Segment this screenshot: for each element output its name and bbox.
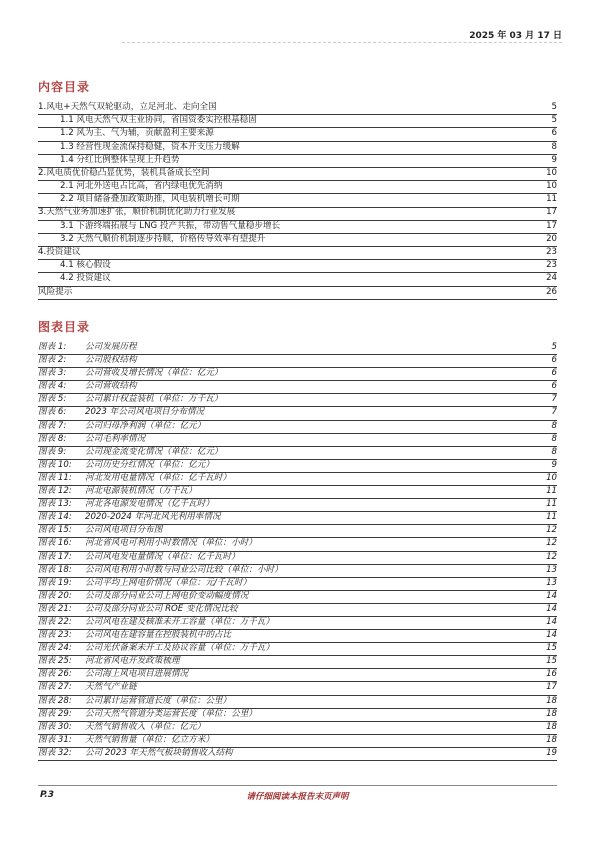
figure-page: 19: [546, 747, 557, 758]
figure-title: 公司天然气管道分类运营长度（单位：公里）: [85, 708, 257, 719]
figure-page: 8: [551, 420, 557, 431]
toc-item-page: 17: [546, 220, 557, 231]
toc-item-label: 3.天然气业务加速扩张，顺价机制优化助力行业发展: [38, 207, 236, 218]
header-divider: [122, 42, 562, 43]
figure-page: 11: [546, 486, 557, 497]
figure-title: 公司发展历程: [85, 342, 137, 352]
figure-number: 图表 19:: [38, 577, 72, 588]
figure-page: 6: [551, 381, 557, 392]
figure-page: 7: [551, 394, 557, 405]
figure-number: 图表 27:: [38, 682, 72, 693]
figure-title: 河北各电源发电情况（亿千瓦时）: [85, 499, 214, 510]
figure-number: 图表 1:: [38, 342, 67, 352]
figure-page: 14: [546, 590, 557, 601]
figure-title: 公司营收及增长情况（单位：亿元）: [85, 368, 223, 379]
figure-number: 图表 23:: [38, 630, 72, 641]
figure-number: 图表 21:: [38, 603, 72, 614]
toc-item-label: 1.2 风为主、气为辅，贡献盈利主要来源: [60, 128, 214, 139]
figure-page: 18: [546, 721, 557, 732]
figure-number: 图表 12:: [38, 486, 72, 497]
toc-item-page: 10: [546, 181, 557, 192]
figure-title: 河北电源装机情况（万千瓦）: [85, 486, 197, 497]
toc-item-label: 4.2 投资建议: [60, 273, 111, 284]
toc-item-page: 5: [551, 101, 557, 112]
figure-page: 7: [551, 407, 557, 418]
figure-page: 12: [546, 525, 557, 536]
figure-title: 河北发用电量情况（单位：亿千瓦时）: [85, 472, 232, 483]
toc-item-label: 3.1 下游终端拓展与 LNG 投产共振，带动售气量稳步增长: [60, 220, 281, 231]
figure-number: 图表 25:: [38, 656, 72, 667]
figure-page: 13: [546, 564, 557, 575]
figure-number: 图表 9:: [38, 446, 67, 457]
figure-number: 图表 14:: [38, 512, 72, 523]
figure-page: 8: [551, 433, 557, 444]
figure-page: 16: [546, 669, 557, 680]
figure-title: 公司归母净利润（单位：亿元）: [85, 420, 206, 431]
figure-page: 6: [551, 368, 557, 379]
figure-page: 10: [546, 472, 557, 483]
figure-title: 天然气销售收入（单位：亿元）: [85, 721, 206, 732]
figure-title: 公司光伏备案未开工及协议容量（单位：万千瓦）: [85, 643, 275, 654]
figure-title: 公司风电项目分布图: [85, 525, 163, 536]
figure-title: 公司风电利用小时数与同业公司比较（单位：小时）: [85, 564, 283, 575]
figure-page: 11: [546, 499, 557, 510]
figure-page: 17: [546, 682, 557, 693]
figure-title: 公司股权结构: [85, 355, 137, 366]
figure-page: 14: [546, 616, 557, 627]
figure-page: 18: [546, 734, 557, 745]
figure-number: 图表 10:: [38, 459, 72, 470]
figure-number: 图表 29:: [38, 708, 72, 719]
figure-page: 5: [551, 342, 557, 352]
figure-title: 天然气销售量（单位：亿立方米）: [85, 734, 214, 745]
figure-title: 2023 年公司风电项目分布情况: [85, 407, 205, 418]
toc-item-label: 3.2 天然气顺价机制逐步持顺，价格传导效率有望提升: [60, 233, 266, 244]
figure-title: 公司平均上网电价情况（单位：元/千瓦时）: [85, 577, 252, 588]
toc-item-label: 2.风电质优价稳凸显优势，装机具备成长空间: [38, 167, 210, 178]
figure-number: 图表 24:: [38, 643, 72, 654]
toc-item-label: 4.1 核心假设: [60, 260, 111, 271]
toc-item[interactable]: [38, 287, 557, 300]
figure-number: 图表 26:: [38, 669, 72, 680]
figure-number: 图表 15:: [38, 525, 72, 536]
figure-number: 图表 28:: [38, 695, 72, 706]
figure-number: 图表 5:: [38, 394, 67, 405]
toc-item[interactable]: [38, 260, 557, 273]
figure-number: 图表 7:: [38, 420, 67, 431]
figure-page: 14: [546, 603, 557, 614]
figure-number: 图表 32:: [38, 747, 72, 758]
figure-title: 公司海上风电项目进展情况: [85, 669, 189, 680]
toc-item-page: 8: [551, 141, 557, 152]
figure-page: 8: [551, 446, 557, 457]
figure-title: 公司现金流变化情况（单位：亿元）: [85, 446, 223, 457]
figure-page: 15: [546, 656, 557, 667]
figure-number: 图表 16:: [38, 538, 72, 549]
figure-number: 图表 20:: [38, 590, 72, 601]
figure-number: 图表 18:: [38, 564, 72, 575]
figure-title: 河北省风电可利用小时数情况（单位：小时）: [85, 538, 257, 549]
figure-title: 公司历史分红情况（单位：亿元）: [85, 459, 214, 470]
figure-title: 公司风电在建及核准未开工容量（单位：万千瓦）: [85, 616, 275, 627]
toc-item-page: 6: [551, 128, 557, 139]
toc-item-page: 11: [546, 194, 557, 205]
figure-page: 11: [546, 512, 557, 523]
figure-number: 图表 4:: [38, 381, 67, 392]
figure-title: 公司累计权益装机（单位：万千瓦）: [85, 394, 223, 405]
toc-item-page: 26: [546, 286, 557, 297]
figure-page: 18: [546, 695, 557, 706]
toc-item-page: 23: [546, 260, 557, 271]
figure-title: 公司累计运营管道长度（单位：公里）: [85, 695, 232, 706]
figure-number: 图表 3:: [38, 368, 67, 379]
figure-title: 公司风电在建容量在控股装机中的占比: [85, 630, 232, 641]
toc-item-page: 20: [546, 233, 557, 244]
toc-item-page: 23: [546, 247, 557, 258]
report-date: 2025 年 03 月 17 日: [469, 31, 562, 41]
toc-item-page: 24: [546, 273, 557, 284]
toc-item-label: 2.2 项目储备叠加政策助推，风电装机增长可期: [60, 194, 240, 205]
figure-number: 图表 17:: [38, 551, 72, 562]
toc-item-page: 5: [551, 115, 557, 126]
toc-item[interactable]: [38, 247, 557, 260]
figure-page: 9: [551, 459, 557, 470]
toc-item-label: 1.风电+天然气双轮驱动，立足河北、走向全国: [38, 101, 217, 112]
toc-item-label: 1.3 经营性现金流保持稳健，资本开支压力缓解: [60, 141, 240, 152]
toc-list: [38, 102, 557, 300]
toc-item-label: 2.1 河北外送电占比高，省内绿电优先消纳: [60, 181, 223, 192]
figure-title: 公司及部分同业公司 ROE 变化情况比较: [85, 603, 238, 614]
figure-number: 图表 2:: [38, 355, 67, 366]
figure-title: 天然气产业链: [85, 682, 137, 693]
toc-title: 内容目录: [38, 80, 91, 94]
figure-title: 公司风电发电量情况（单位：亿千瓦时）: [85, 551, 240, 562]
toc-item-page: 9: [551, 154, 557, 165]
figure-page: 12: [546, 551, 557, 562]
figure-number: 图表 22:: [38, 616, 72, 627]
figure-item[interactable]: [38, 748, 557, 761]
figure-number: 图表 6:: [38, 407, 67, 418]
figure-title: 公司 2023 年天然气板块销售收入结构: [85, 747, 233, 758]
toc-item-page: 17: [546, 207, 557, 218]
figure-title: 2020-2024 年河北风光利用率情况: [85, 512, 221, 523]
figure-page: 13: [546, 577, 557, 588]
figure-title: 河北省风电开发政策梳理: [85, 656, 180, 667]
figure-page: 12: [546, 538, 557, 549]
toc-item[interactable]: [38, 273, 557, 286]
figure-number: 图表 31:: [38, 734, 72, 745]
toc-item-label: 风险提示: [38, 286, 73, 297]
figure-number: 图表 13:: [38, 499, 72, 510]
figure-page: 6: [551, 355, 557, 366]
figure-title: 公司毛利率情况: [85, 433, 146, 444]
figure-number: 图表 11:: [38, 472, 72, 483]
toc-item-page: 10: [546, 167, 557, 178]
toc-item-label: 4.投资建议: [38, 247, 81, 258]
toc-item-label: 1.4 分红比例整体呈现上升趋势: [60, 154, 180, 165]
figure-title: 公司营收结构: [85, 381, 137, 392]
figure-page: 15: [546, 643, 557, 654]
toc-item-label: 1.1 风电天然气双主业协同，省国资委实控根基稳固: [60, 115, 257, 126]
figure-title: 公司及部分同业公司上网电价变动幅度情况: [85, 590, 249, 601]
figure-number: 图表 8:: [38, 433, 67, 444]
figure-page: 18: [546, 708, 557, 719]
figure-list: [38, 342, 557, 761]
figure-list-title: 图表目录: [38, 320, 91, 334]
figure-page: 14: [546, 630, 557, 641]
footer-divider: [38, 785, 557, 786]
disclaimer-note: 请仔细阅读本报告末页声明: [246, 792, 349, 802]
toc-item[interactable]: [38, 234, 557, 247]
figure-number: 图表 30:: [38, 721, 72, 732]
page-number: P.3: [40, 790, 54, 800]
